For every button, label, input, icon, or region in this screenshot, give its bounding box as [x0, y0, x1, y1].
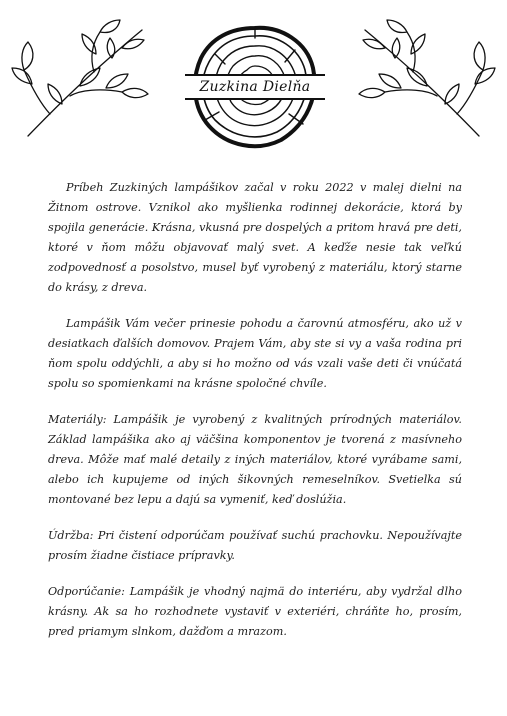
paragraph-maintenance: Údržba: Pri čistení odporúčam používať suchú prachovku. Nepoužívajte prosím žiadne čistiace prípravky.	[48, 529, 462, 562]
document-body	[48, 178, 462, 658]
header	[0, 0, 507, 160]
logo-title: Zuzkina Dielňa	[185, 74, 325, 100]
paragraph-materials: Materiály: Lampášik je vyrobený z kvalitných prírodných materiálov. Základ lampášika ako aj väčšina komponentov je tvorená z masívneho dreva. Môže mať malé detaily z iných materiálov, ktoré vyrábame sami, alebo ich kupujeme od iných šikovných remeselníkov. Svetielka sú montované bez lepu a dajú sa vymeniť, keď doslúžia.	[48, 413, 462, 506]
logo	[185, 24, 325, 150]
paragraph-story: Príbeh Zuzkiných lampášikov začal v roku 2022 v malej dielni na Žitnom ostrove. Vznikol ako myšlienka rodinnej dekorácie, ktorá by spojila generácie. Krásna, vkusná pre dospelých a pritom hravá pre deti, ktoré v ňom môžu objavovať malý svet. A keďže nesie tak veľkú zodpovednosť a posolstvo, musel byť vyrobený z materiálu, ktorý starne do krásy, z dreva.	[48, 181, 462, 294]
paragraph-wish: Lampášik Vám večer prinesie pohodu a čarovnú atmosféru, ako už v desiatkach ďalších domovov. Prajem Vám, aby ste si vy a vaša rodina pri ňom spolu oddýchli, a aby si ho možno od vás vzali vaše deti či vnúčatá spolu so spomienkami na krásne spoločné chvíle.	[48, 317, 462, 390]
paragraph-recommendation: Odporúčanie: Lampášik je vhodný najmä do interiéru, aby vydržal dlho krásny. Ak sa ho rozhodnete vystaviť v exteriéri, chráňte ho, prosím, pred priamym slnkom, dažďom a mrazom.	[48, 585, 462, 638]
left-branch-icon	[10, 18, 150, 148]
right-branch-icon	[357, 18, 497, 148]
